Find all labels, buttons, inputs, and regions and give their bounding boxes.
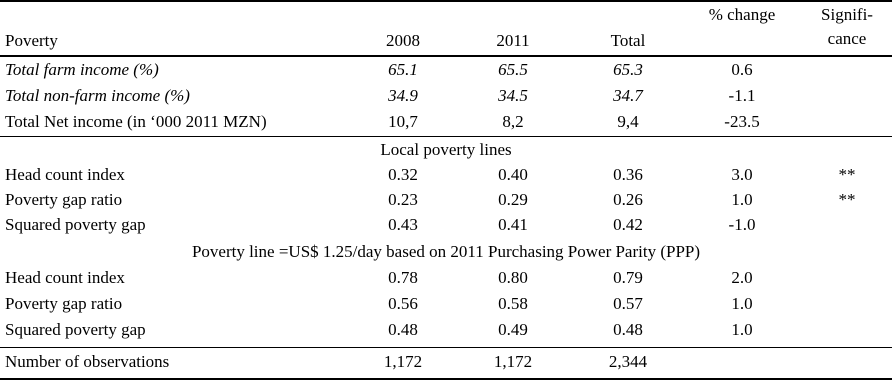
cell-2011: 0.58 bbox=[498, 294, 528, 313]
cell-total: 2,344 bbox=[608, 352, 648, 371]
cell-pct-change: 0.6 bbox=[731, 60, 753, 79]
row-label: Poverty gap ratio bbox=[5, 294, 123, 313]
table-row bbox=[0, 188, 892, 212]
cell-pct-change: -23.5 bbox=[724, 112, 760, 131]
header-total: Total bbox=[610, 31, 646, 50]
section-title-local bbox=[0, 138, 892, 162]
cell-2011: 0.80 bbox=[498, 268, 528, 287]
cell-2011: 0.40 bbox=[498, 165, 528, 184]
cell-pct-change: 3.0 bbox=[731, 165, 753, 184]
table-row bbox=[0, 318, 892, 342]
cell-total: 65.3 bbox=[613, 60, 643, 79]
cell-pct-change: -1.1 bbox=[728, 86, 756, 105]
header-rule bbox=[0, 55, 892, 57]
cell-2008: 0.56 bbox=[388, 294, 418, 313]
cell-2011: 0.49 bbox=[498, 320, 528, 339]
cell-total: 0.57 bbox=[613, 294, 643, 313]
cell-total: 0.26 bbox=[613, 190, 643, 209]
row-label: Total non-farm income (%) bbox=[5, 86, 190, 105]
income-section-rule bbox=[0, 136, 892, 137]
table-row bbox=[0, 110, 892, 134]
cell-total: 34.7 bbox=[613, 86, 643, 105]
section-title-ppp bbox=[0, 240, 892, 264]
cell-2008: 0.23 bbox=[388, 190, 418, 209]
cell-2008: 0.78 bbox=[388, 268, 418, 287]
cell-2011: 34.5 bbox=[498, 86, 528, 105]
table-row bbox=[0, 58, 892, 82]
cell-2011: 0.29 bbox=[498, 190, 528, 209]
cell-pct-change: 2.0 bbox=[731, 268, 753, 287]
section-title-local-text: Local poverty lines bbox=[380, 140, 512, 159]
header-poverty: Poverty bbox=[5, 31, 58, 50]
cell-total: 9,4 bbox=[617, 112, 639, 131]
cell-significance: ** bbox=[838, 190, 856, 209]
cell-2008: 1,172 bbox=[383, 352, 423, 371]
cell-2008: 10,7 bbox=[388, 112, 418, 131]
table-bottom-rule bbox=[0, 378, 892, 380]
row-label: Total Net income (in ‘000 2011 MZN) bbox=[5, 112, 267, 131]
cell-2011: 0.41 bbox=[498, 215, 528, 234]
cell-2008: 0.43 bbox=[388, 215, 418, 234]
cell-pct-change: 1.0 bbox=[731, 190, 753, 209]
table-top-rule bbox=[0, 0, 892, 2]
row-label: Total farm income (%) bbox=[5, 60, 159, 79]
header-2011: 2011 bbox=[496, 31, 530, 50]
cell-2008: 0.32 bbox=[388, 165, 418, 184]
row-label: Squared poverty gap bbox=[5, 215, 146, 234]
cell-pct-change: 1.0 bbox=[731, 294, 753, 313]
header-2008: 2008 bbox=[386, 31, 420, 50]
cell-2011: 1,172 bbox=[493, 352, 533, 371]
row-label: Head count index bbox=[5, 165, 125, 184]
cell-2008: 34.9 bbox=[388, 86, 418, 105]
cell-total: 0.48 bbox=[613, 320, 643, 339]
section-title-ppp-text: Poverty line =US$ 1.25/day based on 2011 Purchasing Power Parity (PPP) bbox=[191, 242, 701, 261]
cell-2008: 65.1 bbox=[388, 60, 418, 79]
row-label: Head count index bbox=[5, 268, 125, 287]
row-label: Number of observations bbox=[5, 352, 170, 371]
table-row bbox=[0, 266, 892, 290]
row-label: Poverty gap ratio bbox=[5, 190, 123, 209]
header-significance-line2: cance bbox=[827, 29, 867, 48]
row-label: Squared poverty gap bbox=[5, 320, 146, 339]
cell-total: 0.36 bbox=[613, 165, 643, 184]
table-row bbox=[0, 163, 892, 187]
table-row bbox=[0, 213, 892, 237]
cell-2008: 0.48 bbox=[388, 320, 418, 339]
cell-total: 0.42 bbox=[613, 215, 643, 234]
table-row bbox=[0, 84, 892, 108]
cell-total: 0.79 bbox=[613, 268, 643, 287]
observations-row bbox=[0, 350, 892, 374]
cell-pct-change: -1.0 bbox=[728, 215, 756, 234]
cell-2011: 8,2 bbox=[502, 112, 524, 131]
cell-2011: 65.5 bbox=[498, 60, 528, 79]
header-significance-line1: Signifi- bbox=[821, 5, 873, 24]
header-pct-change: % change bbox=[708, 5, 776, 24]
cell-pct-change: 1.0 bbox=[731, 320, 753, 339]
table-row bbox=[0, 292, 892, 316]
cell-significance: ** bbox=[838, 165, 856, 184]
observations-rule bbox=[0, 347, 892, 348]
